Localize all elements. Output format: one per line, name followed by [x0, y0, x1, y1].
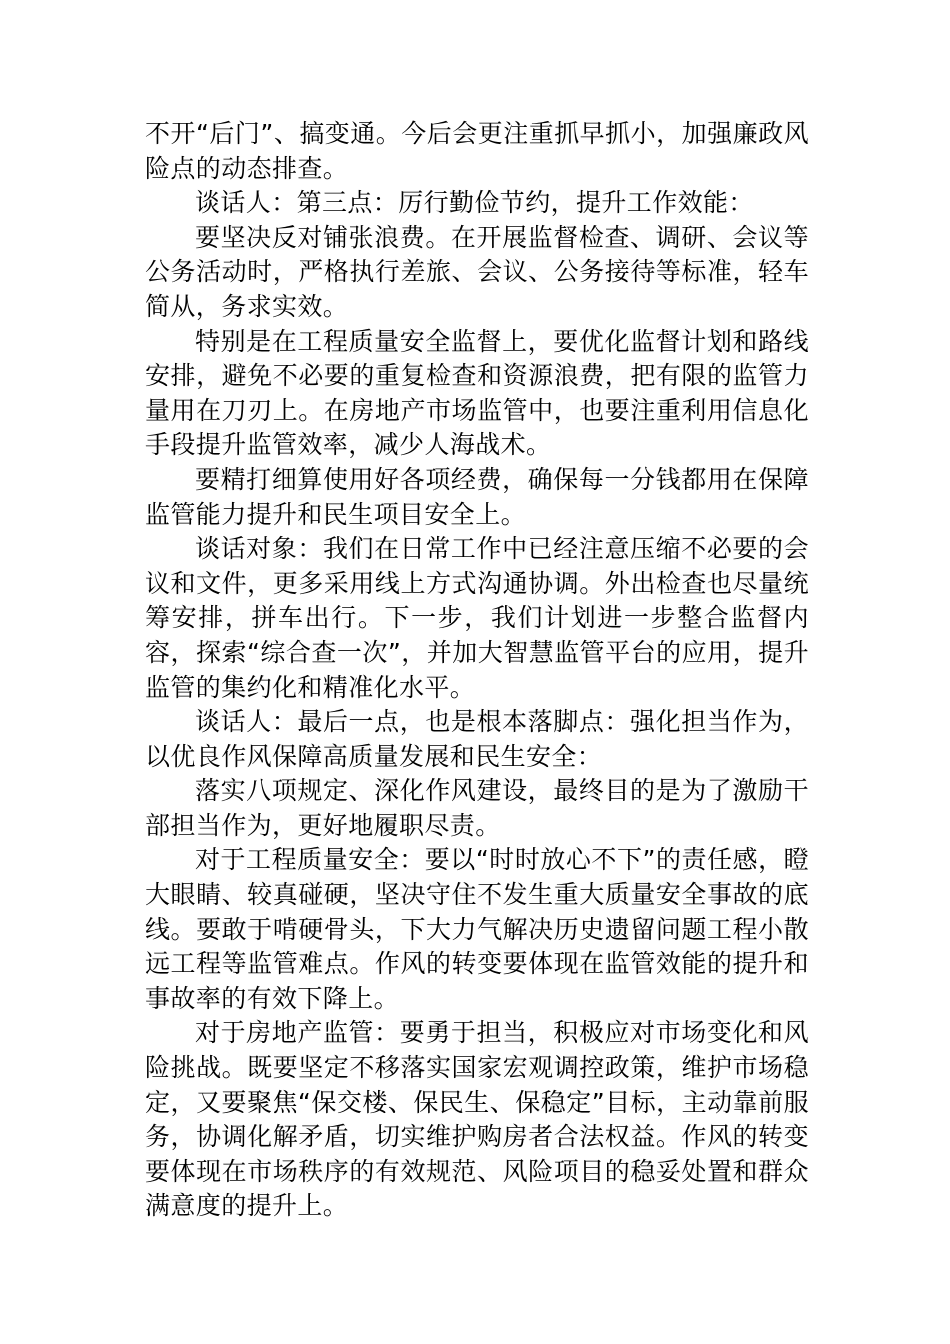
- paragraph-8: 落实八项规定、深化作风建设，最终目的是为了激励干部担当作为，更好地履职尽责。: [145, 776, 809, 840]
- paragraph-4: 特别是在工程质量安全监督上，要优化监督计划和路线安排，避免不必要的重复检查和资源浪费，把有限的监管力量用在刀刃上。在房地产市场监管中，也要注重利用信息化手段提升监管效率，减少人海战术。: [145, 326, 809, 460]
- paragraph-3: 要坚决反对铺张浪费。在开展监督检查、调研、会议等公务活动时，严格执行差旅、会议、公务接待等标准，轻车简从，务求实效。: [145, 222, 809, 321]
- paragraph-9: 对于工程质量安全：要以“时时放心不下”的责任感，瞪大眼睛、较真碰硬，坚决守住不发生重大质量安全事故的底线。要敢于啃硬骨头，下大力气解决历史遗留问题工程小散远工程等监管难点。作风的转变要体现在监管效能的提升和事故率的有效下降上。: [145, 845, 809, 1013]
- paragraph-10: 对于房地产监管：要勇于担当，积极应对市场变化和风险挑战。既要坚定不移落实国家宏观调控政策，维护市场稳定，又要聚焦“保交楼、保民生、保稳定”目标，主动靠前服务，协调化解矛盾，切实维护购房者合法权益。作风的转变要体现在市场秩序的有效规范、风险项目的稳妥处置和群众满意度的提升上。: [145, 1018, 809, 1221]
- paragraph-5: 要精打细算使用好各项经费，确保每一分钱都用在保障监管能力提升和民生项目安全上。: [145, 464, 809, 529]
- paragraph-2: 谈话人：第三点：厉行勤俭节约，提升工作效能：: [195, 188, 754, 218]
- paragraph-1: 不开“后门”、搞变通。今后会更注重抓早抓小，加强廉政风险点的动态排查。: [145, 119, 809, 183]
- paragraph-7: 谈话人：最后一点，也是根本落脚点：强化担当作为，以优良作风保障高质量发展和民生安全：: [145, 707, 809, 771]
- paragraph-6: 谈话对象：我们在日常工作中已经注意压缩不必要的会议和文件，更多采用线上方式沟通协调。外出检查也尽量统筹安排，拼车出行。下一步，我们计划进一步整合监督内容，探索“综合查一次”，并加大智慧监管平台的应用，提升监管的集约化和精准化水平。: [145, 534, 809, 702]
- document-body: [145, 117, 809, 1224]
